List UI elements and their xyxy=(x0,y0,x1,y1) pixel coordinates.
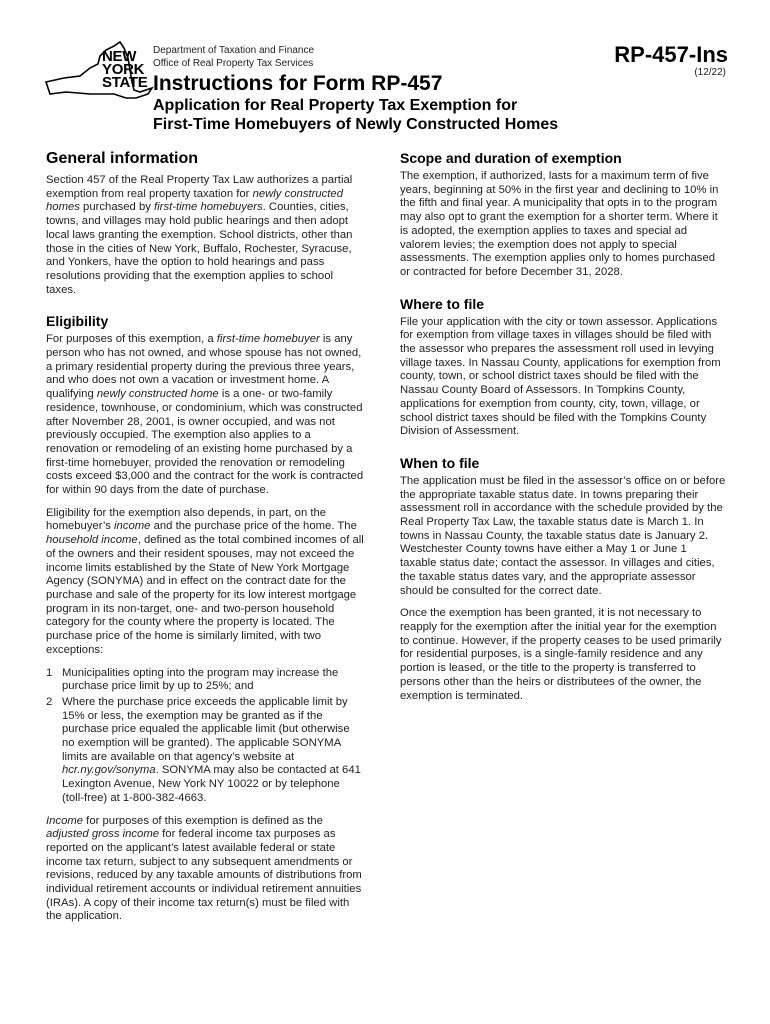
section-where xyxy=(400,296,726,439)
eligibility-paragraph-1: For purposes of this exemption, a first-time homebuyer is any person who has not owned, and whose spouse has not owned, a primary residential property during the previous three years, and who does not own a vacation or investment home. A qualifying newly constructed home is a one- or two-family residence, townhouse, or condominium, which was constructed after November 28, 2001, is owner occupied, and was not previously occupied. The exemption also applies to a renovation or remodeling of an existing home purchased by a first-time homebuyer, provided the renovation or remodeling costs exceed $3,000 and the contract for the work is contracted for within 90 days from the date of purchase. xyxy=(46,333,364,497)
when-paragraph-1: The application must be filed in the assessor’s office on or before the appropriate taxable status date. In towns preparing their assessment roll in accordance with the schedule provided by the Real Property Tax Law, the taxable status date is March 1. In towns in Nassau County, the taxable status date is January 2. Westchester County towns have either a May 1 or June 1 taxable status date; contact the assessor. In villages and cities, the taxable status dates vary, and the appropriate assessor should be consulted for the correct date. xyxy=(400,474,726,597)
page-title: Instructions for Form RP-457 xyxy=(153,72,443,95)
logo-wordmark xyxy=(102,50,147,89)
when-paragraph-2: Once the exemption has been granted, it is not necessary to reapply for the exemption after the initial year for the exemption to continue. However, if the property ceases to be used primarily for residential purposes, is a single-family residence and any portion is leased, or the title to the property is transferred to persons other than the heirs or distributees of the owner, the exemption is terminated. xyxy=(400,607,722,702)
nys-logo xyxy=(44,38,154,102)
office-name: Office of Real Property Tax Services xyxy=(153,58,314,69)
logo-new: NEW xyxy=(102,48,137,65)
when-heading: When to file xyxy=(400,454,480,471)
form-id: RP-457-Ins xyxy=(614,42,728,67)
department-name: Department of Taxation and Finance xyxy=(153,45,315,56)
section-general xyxy=(46,150,364,297)
where-paragraph: File your application with the city or town assessor. Applications for exemption from village taxes in villages should be filed with the assessor who prepares the assessment roll used in levying village taxes. In Nassau County, applications for exemption from county, town, or school district taxes should be filed with the Nassau County Board of Assessors. In Tompkins County, applications for exemption from county, city, town, village, or school district taxes should be filed with the Tompkins County Division of Assessment. xyxy=(400,315,721,438)
subtitle-line-1: Application for Real Property Tax Exemption for xyxy=(153,97,518,114)
right-column xyxy=(400,150,726,712)
subtitle-line-2: First-Time Homebuyers of Newly Constructed Homes xyxy=(153,116,559,133)
left-column xyxy=(46,150,364,933)
revision-date: (12/22) xyxy=(694,67,726,78)
section-eligibility xyxy=(46,313,364,924)
section-scope xyxy=(400,150,726,280)
page-subtitle xyxy=(153,96,633,134)
list-item: 2 Where the purchase price exceeds the applicable limit by 15% or less, the exemption may be granted as if the purchase price equaled the applicable limit (but otherwise no exemption will be granted). The applicable SONYMA limits are available on that agency’s website at hcr.ny.gov/sonyma. SONYMA may also be contacted at 641 Lexington Avenue, New York NY 10022 or by telephone (toll-free) at 1-800-382-4663. xyxy=(46,695,361,804)
logo-york: YORK xyxy=(102,61,145,78)
scope-paragraph: The exemption, if authorized, lasts for a maximum term of five years, beginning at 50% in the first year and declining to 10% in the fifth and final year. A municipality that opts in to the program may also opt to grant the exemption for a shorter term. Where it is adopted, the exemption applies to taxes and special ad valorem levies; the exemption does not apply to special assessments. The exemption applies only to homes purchased or contracted for before December 31, 2028. xyxy=(400,170,719,278)
eligibility-heading: Eligibility xyxy=(46,313,109,330)
eligibility-paragraph-3: Income for purposes of this exemption is defined as the adjusted gross income for federal income tax purposes as reported on the applicant’s latest available federal or state income tax return, subject to any subsequent amendments or revisions, reduced by any taxable amounts of distributions from individual retirement accounts or individual retirement annuities (IRAs). A copy of their income tax return(s) must be filed with the application. xyxy=(46,814,362,923)
scope-heading: Scope and duration of exemption xyxy=(400,150,622,166)
eligibility-paragraph-2: Eligibility for the exemption also depends, in part, on the homebuyer’s income and the purchase price of the home. The household income, defined as the total combined incomes of all of the owners and their resident spouses, may not exceed the income limits established by the State of New York Mortgage Agency (SONYMA) and in effect on the contract date for the purchase and sale of the property for its low interest mortgage program in its non-target, one- and two-person household category for the county where the property is located. The purchase price of the home is similarly limited, with two exceptions: xyxy=(46,506,364,656)
exceptions-list xyxy=(46,667,364,806)
list-item: 1 Municipalities opting into the program may increase the purchase price limit by up to 25%; and xyxy=(46,666,339,693)
department-block xyxy=(153,44,314,70)
general-paragraph: Section 457 of the Real Property Tax Law authorizes a partial exemption from real property taxation for newly constructed homes purchased by first-time homebuyers. Counties, cities, towns, and villages may hold public hearings and then adopt local laws granting the exemption. School districts, other than those in the cities of New York, Buffalo, Rochester, Syracuse, and Yonkers, have the option to hold hearings and pass resolutions providing that the exemption applies to school taxes. xyxy=(46,174,353,296)
logo-state: STATE xyxy=(102,74,148,91)
where-heading: Where to file xyxy=(400,295,485,312)
section-when xyxy=(400,455,726,703)
general-heading: General information xyxy=(46,150,199,167)
sonyma-link[interactable]: hcr.ny.gov/sonyma xyxy=(62,764,156,777)
